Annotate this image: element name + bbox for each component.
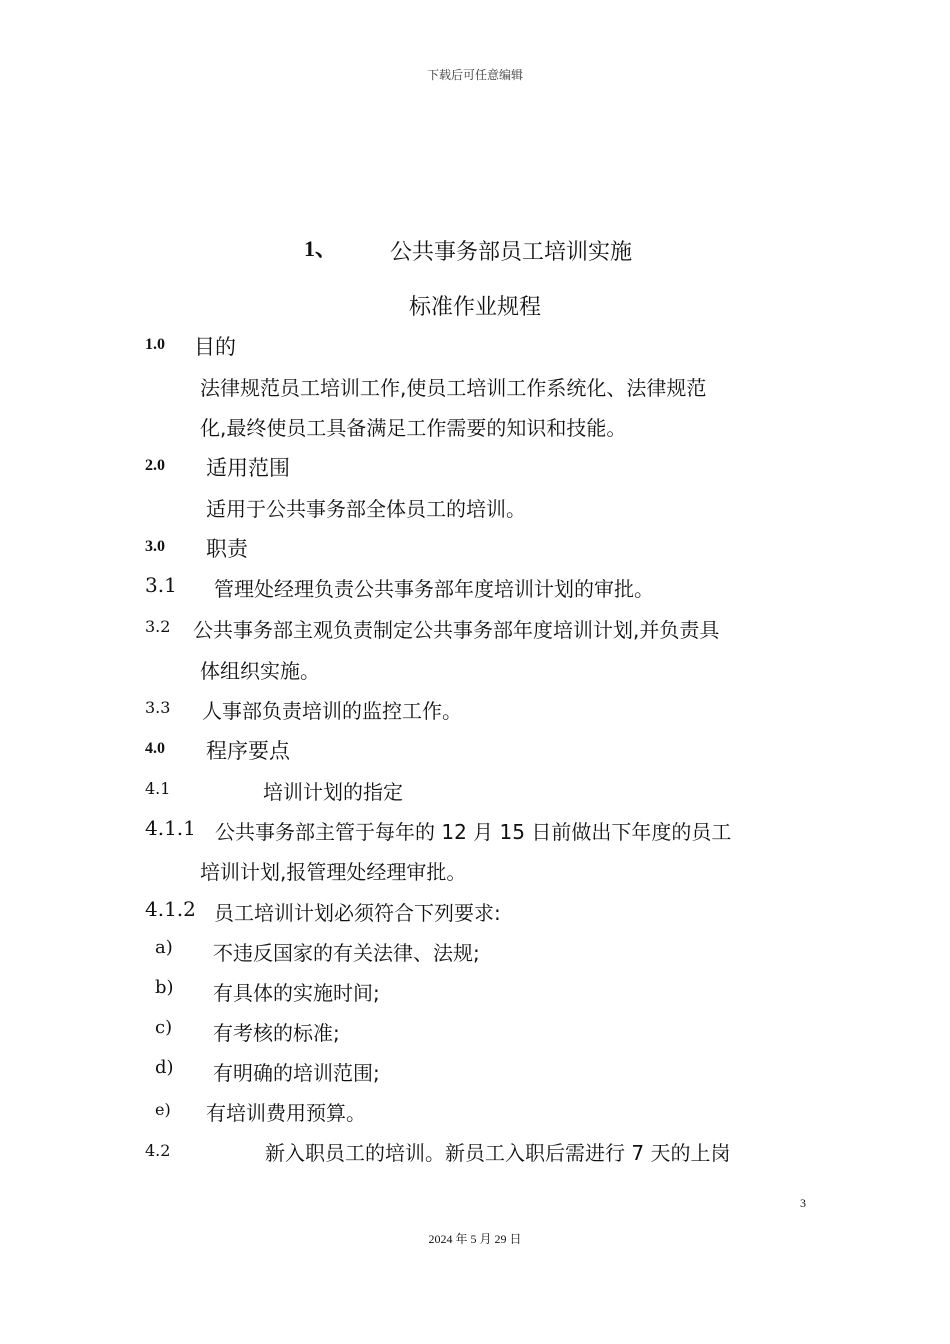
list-item-e-text: 有培训费用预算。 [206,1101,366,1125]
section-3-number: 3.0 [145,538,165,555]
item-4-1-2-text: 员工培训计划必须符合下列要求: [214,901,501,925]
list-item-d-text: 有明确的培训范围; [213,1061,380,1085]
section-2-heading: 适用范围 [206,456,290,480]
item-4-1-number: 4.1 [145,779,171,798]
page-header-note: 下载后可任意编辑 [426,68,523,82]
list-item-a-text: 不违反国家的有关法律、法规; [213,941,480,965]
item-4-1-1-text-line-2: 培训计划,报管理处经理审批。 [200,860,467,884]
title-line-1: 公共事务部员工培训实施 [390,240,633,265]
section-4-heading: 程序要点 [206,739,290,763]
item-4-2-text: 新入职员工的培训。新员工入职后需进行 7 天的上岗 [265,1141,731,1165]
list-item-c-marker: c) [155,1017,173,1038]
list-item-a-marker: a) [155,937,173,958]
item-3-1-number: 3.1 [145,573,177,597]
title-number: 1、 [304,236,338,261]
item-4-1-1-text-line-1: 公共事务部主管于每年的 12 月 15 日前做出下年度的员工 [215,820,732,844]
list-item-e-marker: e) [155,1100,171,1119]
section-1-heading: 目的 [194,335,236,359]
section-1-number: 1.0 [145,336,165,353]
item-4-1-2-number: 4.1.2 [145,897,196,921]
item-3-1-text: 管理处经理负责公共事务部年度培训计划的审批。 [214,577,654,601]
section-2-number: 2.0 [145,457,165,474]
section-2-text: 适用于公共事务部全体员工的培训。 [206,497,526,521]
item-4-1-1-number: 4.1.1 [145,816,196,840]
item-3-3-number: 3.3 [145,698,171,717]
list-item-b-marker: b) [155,977,174,998]
item-4-2-number: 4.2 [145,1141,171,1160]
section-3-heading: 职责 [206,537,248,561]
list-item-d-marker: d) [155,1057,174,1078]
title-line-2: 标准作业规程 [408,295,541,320]
section-1-text-line-1: 法律规范员工培训工作,使员工培训工作系统化、法律规范 [200,376,707,400]
section-1-text-line-2: 化,最终使员工具备满足工作需要的知识和技能。 [200,416,627,440]
section-4-number: 4.0 [145,740,165,757]
item-3-3-text: 人事部负责培训的监控工作。 [202,699,462,723]
footer-date: 2024 年 5 月 29 日 [428,1232,522,1246]
page-number: 3 [800,1196,806,1210]
item-3-2-text-line-2: 体组织实施。 [200,659,320,683]
list-item-c-text: 有考核的标准; [213,1021,340,1045]
item-3-2-number: 3.2 [145,617,171,636]
item-4-1-text: 培训计划的指定 [263,780,403,804]
list-item-b-text: 有具体的实施时间; [213,981,380,1005]
item-3-2-text-line-1: 公共事务部主观负责制定公共事务部年度培训计划,并负责具 [193,618,720,642]
